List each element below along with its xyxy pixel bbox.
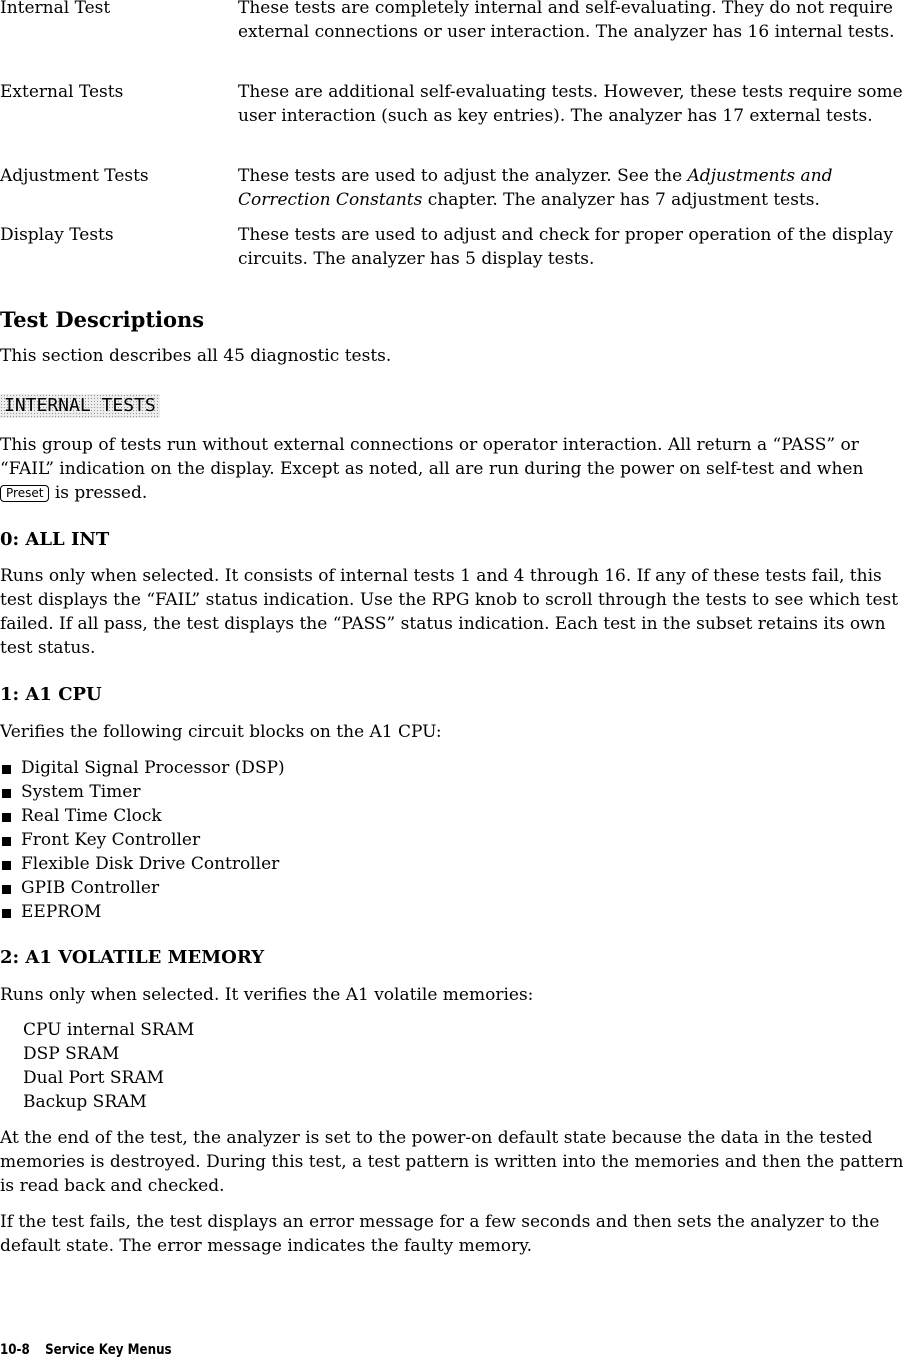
test-1-body: Verifies the following circuit blocks on the A1 CPU:	[0, 722, 442, 742]
definition-description: These are additional self-evaluating tests. However, these tests require some user interaction (such as key entries). The analyzer has 17 external tests.	[238, 82, 903, 126]
list-item	[0, 876, 285, 900]
test-2-paragraph-1: At the end of the test, the analyzer is set to the power-on default state because the data in the tested memories is destroyed. During this test, a test pattern is written into the memories and then the pattern is read back and checked.	[0, 1128, 904, 1196]
test-2-paragraph-2: If the test fails, the test displays an error message for a few seconds and then sets the analyzer to the default state. The error message indicates the faulty memory.	[0, 1212, 880, 1256]
test-1-circuit-list	[0, 756, 285, 924]
list-item: DSP SRAM	[23, 1044, 120, 1064]
bullet-icon	[2, 909, 11, 918]
test-2-heading: 2: A1 VOLATILE MEMORY	[0, 947, 265, 968]
list-item	[0, 804, 285, 828]
list-item-text: Flexible Disk Drive Controller	[21, 854, 280, 874]
test-1-heading: 1: A1 CPU	[0, 684, 102, 705]
desc-text: chapter. The analyzer has 7 adjustment tests.	[422, 190, 820, 210]
list-item: Backup SRAM	[23, 1092, 147, 1112]
definition-adjustment-tests	[0, 164, 906, 212]
desc-text: These tests are used to adjust the analyzer. See the	[238, 166, 688, 186]
definition-term: Adjustment Tests	[0, 166, 149, 186]
chapter-reference: Adjustments and Correction Constants	[238, 166, 833, 210]
section-title: Test Descriptions	[0, 307, 205, 332]
bullet-icon	[2, 813, 11, 822]
preset-key: Preset	[0, 485, 49, 502]
definition-term: Display Tests	[0, 225, 114, 245]
test-0-heading: 0: ALL INT	[0, 529, 110, 550]
list-item	[0, 828, 285, 852]
test-2-body: Runs only when selected. It verifies the A1 volatile memories:	[0, 985, 534, 1005]
section-intro: This section describes all 45 diagnostic tests.	[0, 346, 392, 366]
definition-internal-test	[0, 0, 906, 44]
list-item	[0, 900, 285, 924]
page-footer	[0, 1338, 172, 1362]
definition-external-tests	[0, 80, 906, 128]
bullet-icon	[2, 837, 11, 846]
list-item: CPU internal SRAM	[23, 1020, 195, 1040]
intro-text: This group of tests run without external connections or operator interaction. All return a “PASS” or “FAIL” indication on the display. Except as noted, all are run during the power on self-test and when	[0, 435, 864, 479]
definition-description: These tests are used to adjust and check for proper operation of the display circuits. The analyzer has 5 display tests.	[238, 225, 893, 269]
bullet-icon	[2, 861, 11, 870]
definition-description	[238, 164, 906, 212]
bullet-icon	[2, 885, 11, 894]
chapter-title: Service Key Menus	[45, 1342, 172, 1358]
definition-display-tests	[0, 223, 906, 271]
test-2-memory-list	[0, 1018, 194, 1114]
page-number: 10-8	[0, 1342, 30, 1358]
internal-tests-intro	[0, 433, 900, 505]
definition-term: Internal Test	[0, 0, 111, 18]
softkey-internal-tests	[0, 394, 160, 418]
test-0-body: Runs only when selected. It consists of internal tests 1 and 4 through 16. If any of these tests fail, this test displays the “FAIL” status indication. Use the RPG knob to scroll through the tests to see which test failed. If all pass, the test displays the “PASS” status indication. Each test in the subset retains its own test status.	[0, 566, 899, 658]
definition-description: These tests are completely internal and self-evaluating. They do not require external connections or user interaction. The analyzer has 16 internal tests.	[238, 0, 895, 42]
bullet-icon	[2, 789, 11, 798]
list-item-text: System Timer	[21, 782, 141, 802]
list-item-text: Real Time Clock	[21, 806, 162, 826]
list-item	[0, 852, 285, 876]
definition-term: External Tests	[0, 82, 124, 102]
list-item-text: GPIB Controller	[21, 878, 160, 898]
list-item	[0, 780, 285, 804]
softkey-label: INTERNAL TESTS	[0, 394, 160, 418]
intro-text: is pressed.	[49, 483, 148, 503]
list-item-text: Front Key Controller	[21, 830, 201, 850]
list-item	[0, 756, 285, 780]
list-item-text: EEPROM	[21, 902, 102, 922]
list-item: Dual Port SRAM	[23, 1068, 165, 1088]
list-item-text: Digital Signal Processor (DSP)	[21, 758, 285, 778]
bullet-icon	[2, 765, 11, 774]
